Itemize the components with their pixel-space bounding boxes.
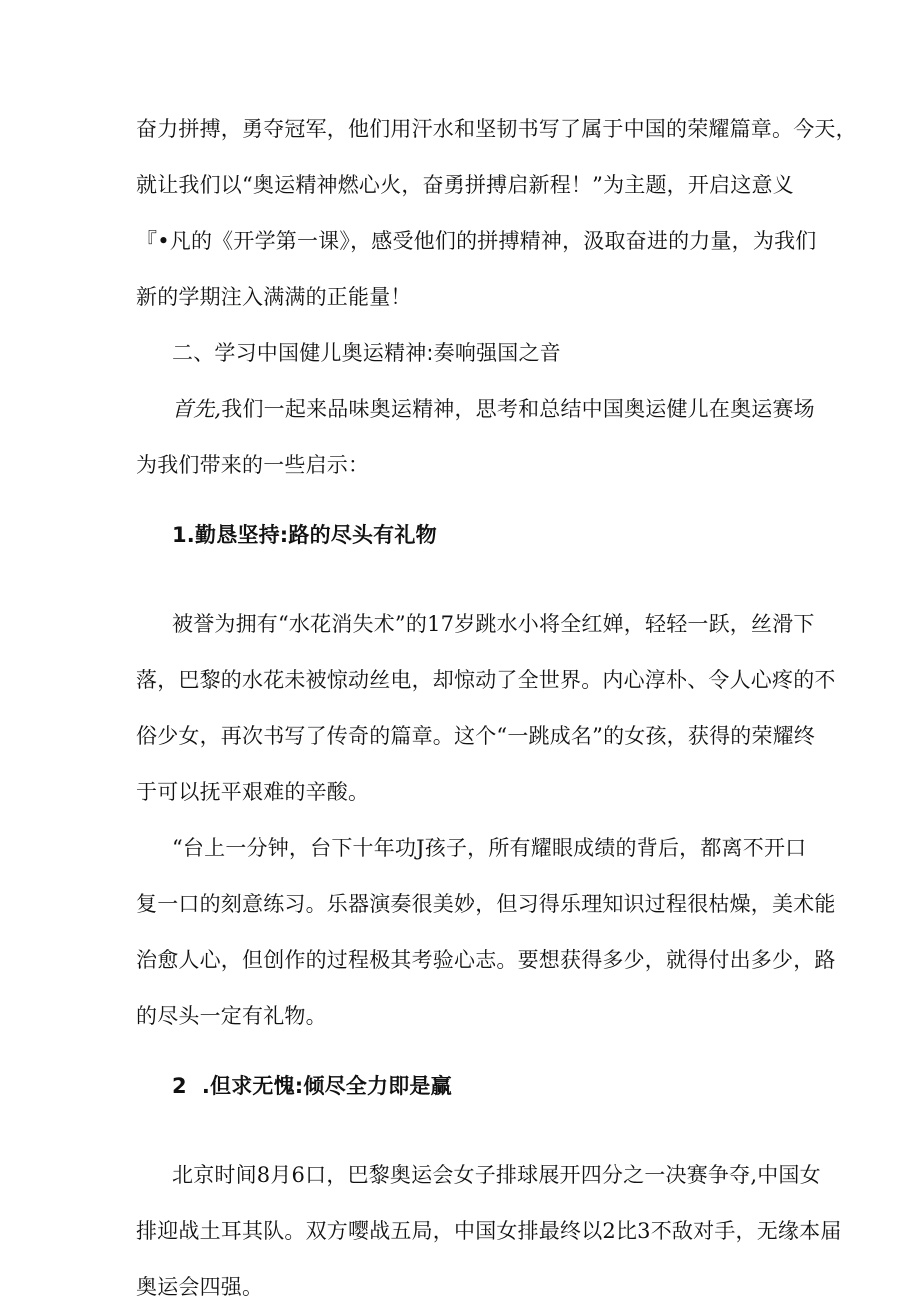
paragraph-line: “台上一分钟，台下十年功J孩子，所有耀眼成绩的背后，都离不开口 — [172, 836, 807, 860]
paragraph-line: 落，巴黎的水花未被惊动丝电，却惊动了全世界。内心淳朴、令人心疼的不 — [136, 668, 836, 692]
intro-line — [172, 394, 815, 424]
paragraph-line: 『•凡的《开学第一课》，感受他们的拼搏精神，汲取奋进的力量，为我们 — [136, 229, 817, 253]
paragraph-line: 被誉为拥有“水花消失术”的17岁跳水小将全红婵，轻轻一跃，丝滑下 — [172, 612, 815, 636]
paragraph-line: 于可以抚平艰难的辛酸。 — [136, 780, 370, 804]
paragraph-line: 俗少女，再次书写了传奇的篇章。这个“一跳成名”的女孩，获得的荣耀终 — [136, 724, 816, 748]
paragraph-line: 排迎战土耳其队。双方嘤战五局，中国女排最终以2比3不敌对手，无缘本届 — [136, 1219, 842, 1243]
paragraph-line: 复一口的刻意练习。乐器演奏很美妙，但习得乐理知识过程很枯燥，美术能 — [136, 892, 836, 916]
paragraph-line: 新的学期注入满满的正能量！ — [136, 285, 412, 309]
intro-line: 为我们带来的一些启示： — [136, 453, 370, 477]
section-heading: 二、学习中国健儿奥运精神:奏响强国之音 — [172, 341, 561, 365]
paragraph-line: 奋力拼搏，勇夺冠军，他们用汗水和坚韧书写了属于中国的荣耀篇章。今天， — [136, 117, 857, 141]
intro-lead: 首先, — [172, 397, 222, 421]
paragraph-line: 就让我们以“奥运精神燃心火，奋勇拼搏启新程！”为主题，开启这意义 — [136, 173, 794, 197]
paragraph-line: 奥运会四强。 — [136, 1275, 264, 1299]
paragraph-line: 北京时间8月6口，巴黎奥运会女子排球展开四分之一决赛争夺,中国女 — [172, 1163, 821, 1187]
subheading-diligence: 1.勤恳坚持:路的尽头有礼物 — [172, 523, 437, 547]
intro-text: 我们一起来品味奥运精神，思考和总结中国奥运健儿在奥运赛场 — [221, 397, 815, 421]
subheading-no-regrets: 2 .但求无愧:倾尽全力即是赢 — [172, 1074, 452, 1098]
paragraph-line: 治愈人心，但创作的过程极其考验心志。要想获得多少，就得付出多少，路 — [136, 948, 836, 972]
paragraph-line: 的尽头一定有礼物。 — [136, 1004, 327, 1028]
